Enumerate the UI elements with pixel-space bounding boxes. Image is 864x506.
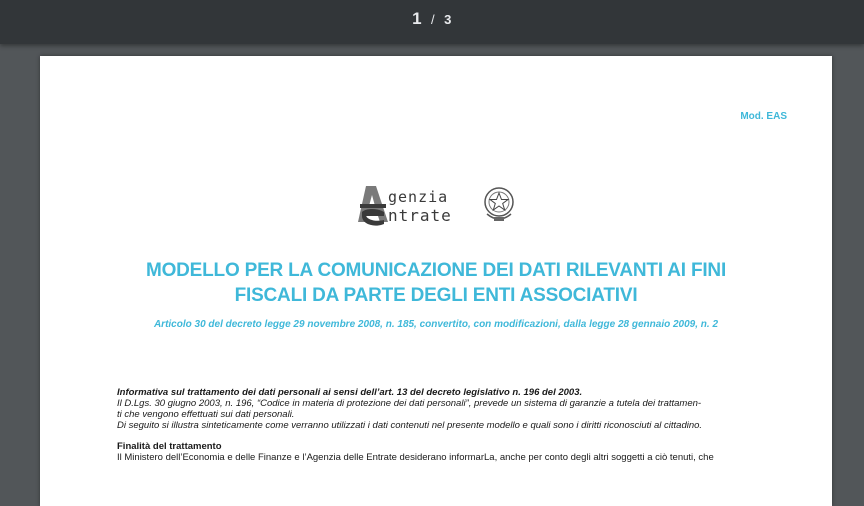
informativa-line-1: Il D.Lgs. 30 giugno 2003, n. 196, “Codice in materia di protezione dei dati personali”, prevede un sistema di garanzie a tutela dei trattamen- (117, 398, 702, 409)
page-indicator (0, 9, 864, 29)
total-pages: 3 (444, 12, 452, 27)
document-title-line-1: MODELLO PER LA COMUNICAZIONE DEI DATI RILEVANTI AI FINI (145, 260, 727, 281)
current-page-number[interactable]: 1 (412, 9, 423, 28)
mod-code: Mod. EAS (740, 111, 787, 122)
document-title-line-2: FISCALI DA PARTE DEGLI ENTI ASSOCIATIVI (234, 285, 638, 306)
informativa-line-2: ti che vengono effettuati sui dati personali. (117, 409, 295, 420)
document-body (117, 387, 757, 463)
finalita-heading: Finalità del trattamento (117, 441, 222, 452)
italian-republic-emblem-icon (482, 184, 516, 224)
document-subtitle: Articolo 30 del decreto legge 29 novembre 2008, n. 185, convertito, con modificazioni, dalla legge 28 gennaio 2009, n. 2 (153, 319, 719, 330)
agenzia-entrate-logo (356, 182, 518, 228)
finalita-line-1: Il Ministero dell’Economia e delle Finanze e l’Agenzia delle Entrate desiderano informarLa, anche per conto degli altri soggetti a ciò tenuti, che (117, 452, 714, 463)
pdf-page (40, 56, 832, 506)
informativa-heading: Informativa sul trattamento dei dati personali ai sensi dell’art. 13 del decreto legislativo n. 196 del 2003. (117, 387, 583, 398)
document-title (80, 258, 792, 308)
logo-text-agenzia: genzia (388, 188, 449, 206)
page-separator: / (431, 12, 436, 27)
informativa-line-3: Di seguito si illustra sinteticamente come verranno utilizzati i dati contenuti nel presente modello e quali sono i diritti riconosciuti al cittadino. (117, 420, 703, 431)
logo-text-entrate: ntrate (388, 206, 452, 225)
pdf-toolbar (0, 0, 864, 44)
